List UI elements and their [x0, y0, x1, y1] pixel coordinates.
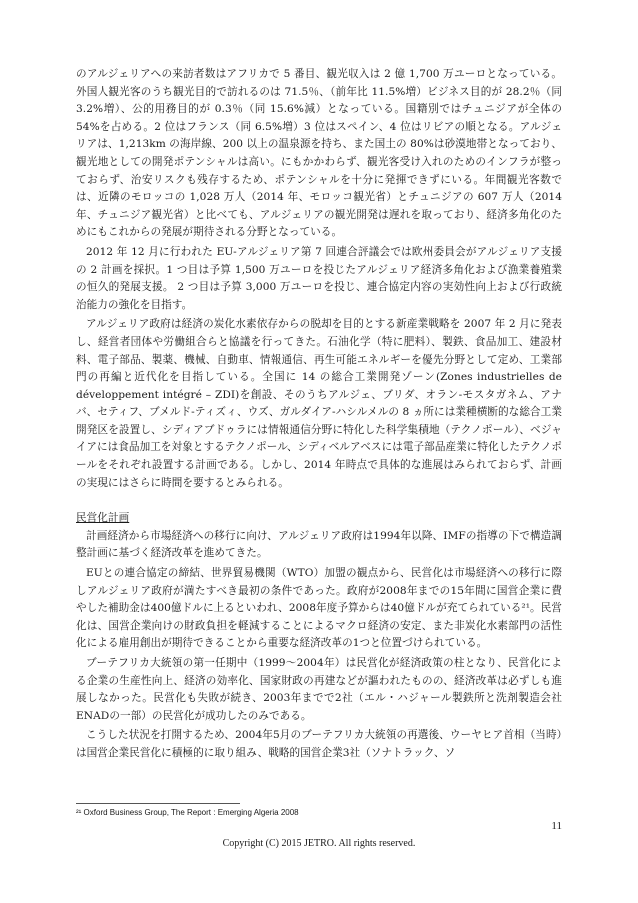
footnote: ²¹ Oxford Business Group, The Report : Emerging Algeria 2008 [76, 808, 299, 817]
copyright-notice: Copyright (C) 2015 JETRO. All rights reserved. [222, 838, 416, 849]
page-number: 11 [551, 820, 562, 832]
paragraph-first-term: ブーテフリカ大統領の第一任期中（1999～2004年）は民営化が経済政策の柱となり、民営化による企業の生産性向上、経済の効率化、国家財政の再建などが謳われたものの、経済改革は必ずしも進展しなかった。民営化も失敗が続き、2003年までで2社（エル・ハジャール製鉄所と洗剤製造会社ENADの一部）の民営化が成功したのみである。 [76, 657, 562, 722]
footnote-divider [76, 803, 240, 804]
paragraph-tourism: のアルジェリアへの来訪者数はアフリカで 5 番目、観光収入は 2 億 1,700 万ユーロとなっている。外国人観光客のうち観光目的で訪れるのは 71.5％、（前年比 11.5%増）ビジネス目的が 28.2％（同 3.2%増）、公的用務目的が 0.3％（同 15.6%減）となっている。国籍別ではチュニジアが全体の 54%を占める。2 位はフランス（同 6.5%増）3 位はスペイン、4 位はリビアの順となる。アルジェリアは、1,213km の海岸線、200 以上の温泉源を持ち、また国土の 80%は砂漠地帯となっており、観光地としての開発ポテンシャルは高い。にもかかわらず、観光客受け入れのためのインフラが整っておらず、治安リスクも残存するため、ポテンシャルを十分に発揮できずにいる。年間観光客数では、近隣のモロッコの 1,028 万人（2014 年、モロッコ観光省）とチュニジアの 607 万人（2014 年、チュニジア観光省）と比べても、アルジェリアの観光開発は遅れを取っており、経済多角化のためにもこれからの発展が期待される分野となっている。 [76, 68, 562, 239]
paragraph-eu-council: 2012 年 12 月に行われた EU-アルジェリア第 7 回連合評議会では欧州委員会がアルジェリア支援の 2 計画を採択。1 つ目は予算 1,500 万ユーロを投じたアルジェリア経済多角化および漁業養殖業の恒久的発展支援。 2 つ目は予算 3,000 万ユーロを投じ、連合協定内容の実効性向上および行政統治能力の強化を目指す。 [76, 245, 562, 311]
paragraph-market-economy: 計画経済から市場経済への移行に向け、アルジェリア政府は1994年以降、IMFの指導の下で構造調整計画に基づく経済改革を進めてきた。 [76, 529, 562, 560]
paragraph-eu-agreement: EUとの連合協定の締結、世界貿易機関（WTO）加盟の観点から、民営化は市場経済への移行に際しアルジェリア政府が満たすべき最初の条件であった。政府が2008年までの15年間に国営企業に費やした補助金は400億ドルに上るといわれ、2008年度予算からは40億ドルが充てられている²¹。民営化は、国営企業向けの財政負担を軽減することによるマクロ経済の安定、また非炭化水素部門の活性化による雇用創出が期待できることから重要な経済改革の1つと位置づけられている。 [76, 567, 562, 650]
paragraph-second-term: こうした状況を打開するため、2004年5月のブーテフリカ大統領の再選後、ウーヤヒア首相（当時）は国営企業民営化に積極的に取り組み、戦略的国営企業3社（ソナトラック、ソ [76, 729, 562, 759]
paragraph-industry-strategy: アルジェリア政府は経済の炭化水素依存からの脱却を目的とする新産業戦略を 2007 年 2 月に発表し、経営者団体や労働組合らと協議を行ってきた。石油化学（特に肥料）、製鉄、食品加工、建設材料、電子部品、製薬、機械、自動車、情報通信、再生可能エネルギーを優先分野として定め、工業部門の再編と近代化を目指している。全国に 14 の総合工業開発ゾーン(Zones industrielles de développement intégré – ZDI)を創設、そのうちアルジェ、ブリダ、オラン-モスタガネム、アナバ、セティフ、ブメルド-ティズィ、ウズ、ガルダイア-ハシルメルの 8 ヵ所には業種横断的な総合工業開発区を設置し、シディアブドゥラには情報通信分野に特化した科学集積地（テクノポール）、ベジャイアには食品加工を対象とするテクノポール、シディベルアベスには電子部品産業に特化したテクノポールをそれぞれ設置する計画である。しかし、2014 年時点で具体的な進展はみられておらず、計画の実現にはさらに時間を要するとみられる。 [76, 318, 562, 489]
section-heading: 民営化計画 [76, 512, 130, 525]
body-text [76, 66, 562, 765]
section-gap [76, 494, 562, 510]
